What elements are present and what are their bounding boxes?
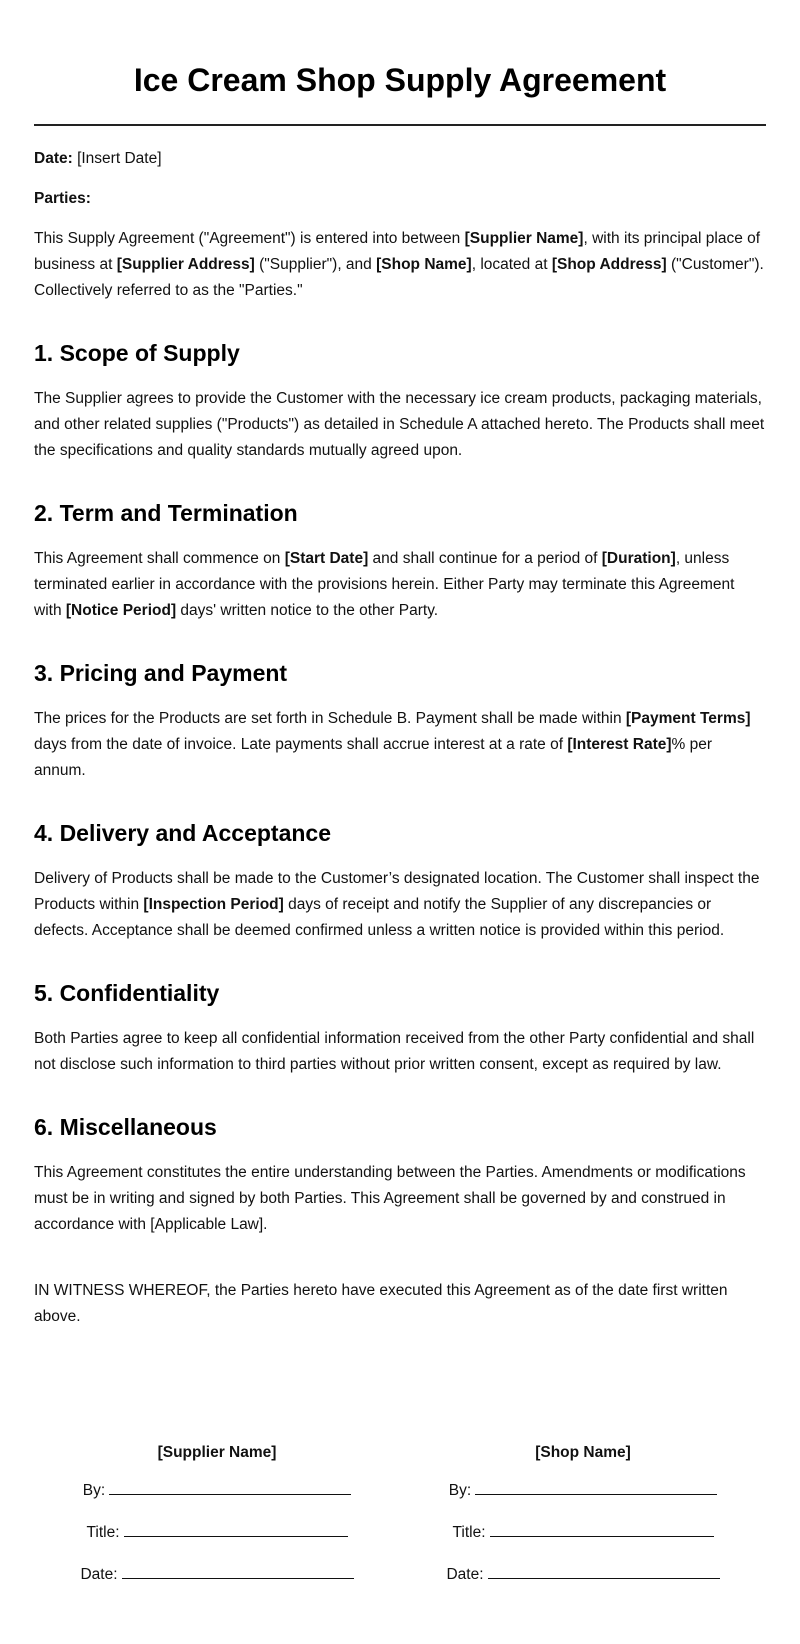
section-body: The prices for the Products are set forth in Schedule B. Payment shall be made within [Payment Terms] days from the date of invoice. Late payments shall accrue interest at a rate of [Interest Rate]% per annum.: [34, 710, 751, 779]
section-body: This Agreement constitutes the entire understanding between the Parties. Amendments or modifications must be in writing and signed by both Parties. This Agreement shall be governed by and construed in accordance with [Applicable Law].: [34, 1164, 746, 1233]
shop-signatory-name: [Shop Name]: [535, 1444, 631, 1461]
section-scope-of-supply: [34, 338, 766, 464]
section-delivery-and-acceptance: [34, 818, 766, 944]
section-heading: 1. Scope of Supply: [34, 340, 240, 366]
supplier-by-blank[interactable]: [109, 1478, 351, 1495]
supplier-title-line: Title:: [86, 1520, 347, 1546]
shop-title-line: Title:: [452, 1520, 713, 1546]
date-line: [34, 146, 766, 172]
section-heading: 2. Term and Termination: [34, 500, 298, 526]
supplier-address-placeholder: [Supplier Address]: [116, 256, 255, 273]
date-label: Date:: [34, 150, 73, 167]
shop-address-placeholder: [Shop Address]: [551, 256, 667, 273]
section-confidentiality: [34, 978, 766, 1078]
section-body: Both Parties agree to keep all confidential information received from the other Party confidential and shall not disclose such information to third parties without prior written consent, except as required by law.: [34, 1030, 755, 1073]
interest-rate-placeholder: [Interest Rate]: [567, 736, 672, 753]
signature-block: [34, 1440, 766, 1604]
supplier-date-line: Date:: [80, 1562, 353, 1588]
witness-clause: IN WITNESS WHEREOF, the Parties hereto have executed this Agreement as of the date first written above.: [34, 1282, 728, 1325]
section-term-and-termination: [34, 498, 766, 624]
start-date-placeholder: [Start Date]: [284, 550, 369, 567]
inspection-period-placeholder: [Inspection Period]: [143, 896, 284, 913]
supplier-by-line: By:: [83, 1478, 351, 1504]
section-heading: 3. Pricing and Payment: [34, 660, 288, 686]
supplier-signature-column: [34, 1440, 400, 1604]
document-title: Ice Cream Shop Supply Agreement: [133, 62, 667, 98]
notice-period-placeholder: [Notice Period]: [65, 602, 177, 619]
supplier-signatory-name: [Supplier Name]: [157, 1444, 277, 1461]
supplier-name-placeholder: [Supplier Name]: [464, 230, 584, 247]
shop-by-blank[interactable]: [475, 1478, 717, 1495]
date-value: [Insert Date]: [72, 150, 162, 167]
supplier-date-blank[interactable]: [122, 1562, 354, 1579]
shop-name-placeholder: [Shop Name]: [376, 256, 472, 273]
parties-label: Parties:: [34, 190, 91, 207]
intro-paragraph: This Supply Agreement ("Agreement") is entered into between [Supplier Name], with its principal place of business at [Supplier Address] ("Supplier"), and [Shop Name], located at [Shop Address] ("Customer"). Collectively referred to as the "Parties.": [34, 230, 764, 299]
section-miscellaneous: [34, 1112, 766, 1238]
duration-placeholder: [Duration]: [601, 550, 676, 567]
shop-by-line: By:: [449, 1478, 717, 1504]
title-divider: [34, 124, 766, 126]
section-heading: 4. Delivery and Acceptance: [34, 820, 332, 846]
section-heading: 6. Miscellaneous: [34, 1114, 217, 1140]
section-body: This Agreement shall commence on [Start Date] and shall continue for a period of [Duration], unless terminated earlier in accordance with the provisions herein. Either Party may terminate this Agreement with [Notice Period] days' written notice to the other Party.: [34, 550, 735, 619]
shop-title-blank[interactable]: [490, 1520, 714, 1537]
supplier-title-blank[interactable]: [124, 1520, 348, 1537]
section-body: Delivery of Products shall be made to the Customer’s designated location. The Customer shall inspect the Products within [Inspection Period] days of receipt and notify the Supplier of any discrepancies or defects. Acceptance shall be deemed confirmed unless a written notice is provided within this period.: [34, 870, 760, 939]
payment-terms-placeholder: [Payment Terms]: [625, 710, 751, 727]
section-heading: 5. Confidentiality: [34, 980, 220, 1006]
shop-date-blank[interactable]: [488, 1562, 720, 1579]
section-pricing-and-payment: [34, 658, 766, 784]
section-body: The Supplier agrees to provide the Customer with the necessary ice cream products, packaging materials, and other related supplies ("Products") as detailed in Schedule A attached hereto. The Products shall meet the specifications and quality standards mutually agreed upon.: [34, 390, 765, 459]
shop-signature-column: [400, 1440, 766, 1604]
shop-date-line: Date:: [446, 1562, 719, 1588]
